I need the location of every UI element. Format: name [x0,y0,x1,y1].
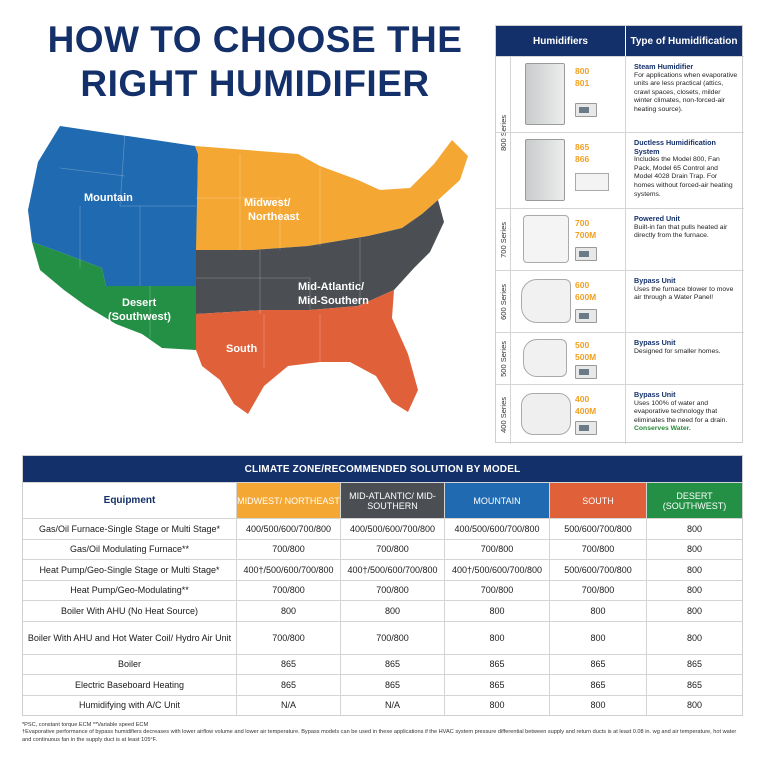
model-cell: N/A [340,696,444,716]
equipment-cell: Gas/Oil Modulating Furnace** [69,544,190,555]
model-numbers: 865 866 [575,142,590,164]
table-row [23,559,742,580]
model-cell: 865 [236,675,340,695]
product-row-600 [496,270,744,332]
product-image-cell [510,209,626,270]
table-row [23,518,742,539]
model-cell: 865 [340,675,444,695]
table-row [23,674,742,695]
label-midatlantic-2: Mid-Southern [298,295,369,307]
series-label-700: 700 Series [498,221,508,258]
model-cell: 700/800 [236,581,340,601]
control-icon [575,309,597,323]
model-cell: 800 [646,560,742,580]
model-cell: 800 [340,601,444,621]
control-icon [575,247,597,261]
model-cell: 800 [646,581,742,601]
model-numbers: 400 400M [575,394,597,416]
model-cell: 800 [646,540,742,560]
product-image-cell [510,133,626,208]
header-desert: DESERT (SOUTHWEST) [646,483,742,518]
equipment-cell: Heat Pump/Geo-Modulating** [70,585,189,596]
model-cell: 800 [549,622,646,654]
product-desc: Bypass Unit Uses the furnace blower to move air through a Water Panel! [634,276,734,302]
header-equipment: Equipment [103,495,156,506]
series-label-600: 600 Series [498,283,508,320]
model-cell: 700/800 [444,540,549,560]
model-numbers: 600 600M [575,280,597,302]
climate-zone-table [22,455,743,716]
model-cell: 400/500/600/700/800 [444,519,549,539]
product-desc: Ductless Humidification System Includes the Model 800, Fan Pack, Model 65 Control and Model 4028 Drain Trap. For homes without forced-air heating systems. [634,138,733,198]
model-cell: 865 [646,675,742,695]
header-mountain: MOUNTAIN [444,483,549,518]
model-cell: 865 [549,655,646,675]
control-icon [575,421,597,435]
model-cell: 865 [444,655,549,675]
header-midwest: MIDWEST/ NORTHEAST [236,483,340,518]
page-title [30,18,480,106]
climate-header-row [23,482,742,518]
model-cell: 700/800 [549,581,646,601]
model-cell: 700/800 [549,540,646,560]
equipment-cell: Boiler [117,659,141,670]
model-cell: 400/500/600/700/800 [340,519,444,539]
header-type: Type of Humidification [630,35,738,47]
model-cell: 700/800 [236,540,340,560]
model-cell: 400†/500/600/700/800 [236,560,340,580]
model-cell: 800 [646,601,742,621]
equipment-cell: Electric Baseboard Heating [74,679,185,690]
header-humidifiers: Humidifiers [496,26,626,56]
product-desc: Bypass Unit Designed for smaller homes. [634,338,721,355]
model-cell: 400†/500/600/700/800 [340,560,444,580]
equipment-cell: Heat Pump/Geo-Single Stage or Multi Stage* [39,564,220,575]
model-cell: 865 [444,675,549,695]
model-cell: 800 [646,696,742,716]
bypass-humidifier-icon [521,279,571,323]
series-label-800: 800 Series [498,115,508,151]
label-desert-1: Desert [122,297,157,309]
table-row [23,600,742,621]
model-cell: 400†/500/600/700/800 [444,560,549,580]
product-image-cell [510,333,626,384]
model-cell: 800 [646,519,742,539]
control-icon [575,365,597,379]
equipment-cell: Boiler With AHU (No Heat Source) [60,605,199,616]
table-row [23,539,742,560]
table-row [23,621,742,654]
product-row-500 [496,332,744,384]
model-cell: N/A [236,696,340,716]
model-cell: 700/800 [236,622,340,654]
product-row-700 [496,208,744,270]
series-label-500: 500 Series [498,340,508,377]
footnotes [22,722,743,744]
model-cell: 865 [236,655,340,675]
series-label-400: 400 Series [498,396,508,433]
bypass-humidifier-icon [523,339,567,377]
model-numbers: 800 801 [575,66,590,88]
product-image-cell [510,271,626,332]
model-cell: 800 [444,622,549,654]
steam-humidifier-icon [525,139,565,201]
model-cell: 700/800 [340,581,444,601]
product-desc: Bypass Unit Uses 100% of water and evaporative technology that eliminates the need for a drain. Conserves Water. [634,390,728,433]
product-row-400 [496,384,744,444]
model-cell: 700/800 [340,540,444,560]
product-row-800 [496,56,744,151]
humidifier-product-table [495,25,743,443]
model-cell: 500/600/700/800 [549,519,646,539]
title-line-1: HOW TO CHOOSE THE [47,19,463,60]
product-table-header [496,26,742,56]
footnote-2: †Evaporative performance of bypass humidifiers decreases with lower airflow volume and lower air temperature. Bypass models can be used in these applications if the HVAC system pressure differential between supply and return ducts is at least 0.08 in. wg and air temperature, hot water and continuous fan in the supply duct is at least 105°F. [22,729,737,743]
model-cell: 865 [646,655,742,675]
model-cell: 800 [549,601,646,621]
product-image-cell [510,385,626,444]
label-midwest-2: Northeast [248,211,300,223]
header-south: SOUTH [549,483,646,518]
model-cell: 865 [549,675,646,695]
steam-humidifier-icon [525,63,565,125]
product-image-cell [510,57,626,132]
climate-banner: CLIMATE ZONE/RECOMMENDED SOLUTION BY MODEL [23,456,742,482]
product-desc: Powered Unit Built-in fan that pulls heated air directly from the furnace. [634,214,728,240]
label-mountain: Mountain [84,192,133,204]
equipment-cell: Gas/Oil Furnace-Single Stage or Multi Stage* [38,523,221,534]
model-cell: 700/800 [340,622,444,654]
label-midwest-1: Midwest/ [244,197,291,209]
model-cell: 800 [549,696,646,716]
model-cell: 865 [340,655,444,675]
table-row [23,580,742,601]
model-cell: 800 [444,601,549,621]
model-cell: 800 [646,622,742,654]
fan-pack-icon [575,173,609,191]
bypass-humidifier-icon [521,393,571,435]
model-cell: 800 [236,601,340,621]
model-cell: 500/600/700/800 [549,560,646,580]
model-numbers: 500 500M [575,340,597,362]
product-row-865 [496,132,744,208]
model-numbers: 700 700M [575,218,597,240]
control-icon [575,103,597,117]
title-line-2: RIGHT HUMIDIFIER [80,63,430,104]
model-cell: 800 [444,696,549,716]
model-cell: 400/500/600/700/800 [236,519,340,539]
label-desert-2: (Southwest) [108,311,171,323]
powered-humidifier-icon [523,215,569,263]
header-midatlantic: MID-ATLANTIC/ MID-SOUTHERN [340,483,444,518]
table-row [23,695,742,716]
equipment-cell: Humidifying with A/C Unit [78,700,181,711]
table-row [23,654,742,675]
label-south: South [226,343,258,355]
footnote-1: *PSC, constant torque ECM **Variable speed ECM [22,722,149,728]
label-midatlantic-1: Mid-Atlantic/ [298,281,364,293]
model-cell: 700/800 [444,581,549,601]
product-desc: Steam Humidifier For applications when evaporative units are less practical (attics, crawl spaces, closets, milder winter climates, non-forced-air heating source). [634,62,738,113]
equipment-cell: Boiler With AHU and Hot Water Coil/ Hydro Air Unit [27,632,232,643]
us-climate-map [20,118,490,436]
